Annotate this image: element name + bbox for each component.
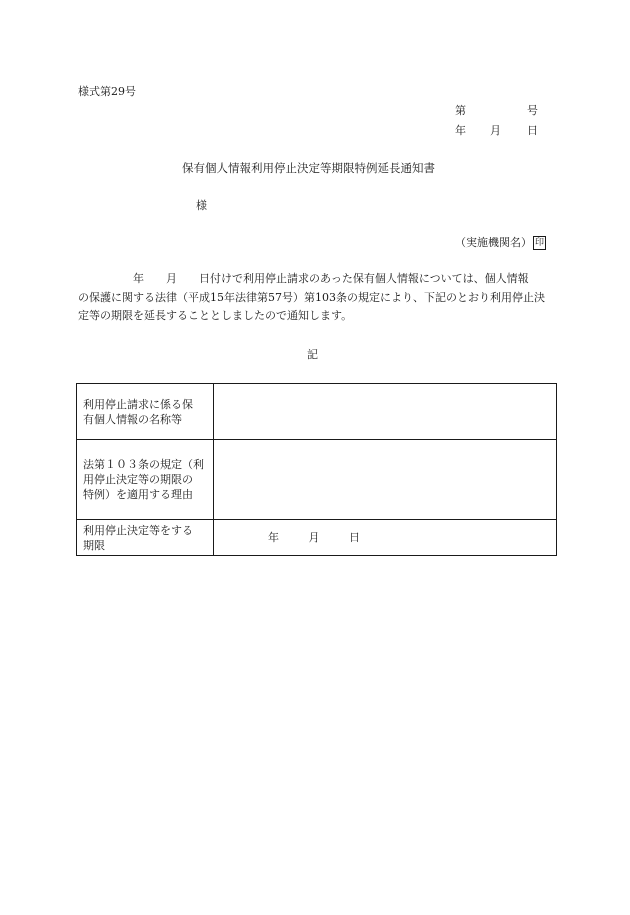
body-line: の保護に関する法律（平成15年法律第57号）第103条の規定により、下記のとおり利用停止決 <box>78 290 545 304</box>
document-number-prefix: 第 <box>455 104 466 117</box>
label-line: 有個人情報の名称等 <box>83 412 182 426</box>
label-line: 利用停止決定等をする <box>83 523 193 537</box>
details-table <box>76 383 557 556</box>
table-row <box>77 440 557 520</box>
addressee: 様 <box>196 199 207 212</box>
label-line: 利用停止請求に係る保 <box>83 397 193 411</box>
row-value-name[interactable] <box>214 384 557 440</box>
ki-heading: 記 <box>307 348 318 361</box>
row-label <box>77 384 214 440</box>
agency-name <box>455 236 546 250</box>
deadline-month: 月 <box>308 531 320 544</box>
document-title: 保有個人情報利用停止決定等期限特例延長通知書 <box>182 161 435 175</box>
label-line: 法第１０３条の規定（利 <box>83 458 204 471</box>
table-row <box>77 520 557 556</box>
row-value-deadline[interactable] <box>214 520 557 556</box>
row-label <box>77 440 214 520</box>
deadline-day: 日 <box>349 531 360 544</box>
body-line: 定等の期限を延長することとしましたので通知します。 <box>78 309 353 322</box>
row-label <box>77 520 214 556</box>
issue-date-year: 年 <box>455 124 466 137</box>
form-number: 様式第29号 <box>78 85 136 98</box>
body-line: 年 月 日付けで利用停止請求のあった保有個人情報については、個人情報 <box>78 272 529 285</box>
issue-date-month: 月 <box>490 124 501 137</box>
agency-label: （実施機関名） <box>455 236 532 249</box>
document-number-suffix: 号 <box>527 104 538 117</box>
label-line: 特例）を適用する理由 <box>83 488 193 501</box>
table-row <box>77 384 557 440</box>
row-value-reason[interactable] <box>214 440 557 520</box>
deadline-year: 年 <box>268 531 279 544</box>
seal-mark: 印 <box>534 238 544 248</box>
label-line: 用停止決定等の期限の <box>83 473 193 486</box>
label-line: 期限 <box>83 538 105 552</box>
notice-body <box>78 270 554 326</box>
issue-date-day: 日 <box>527 124 538 137</box>
